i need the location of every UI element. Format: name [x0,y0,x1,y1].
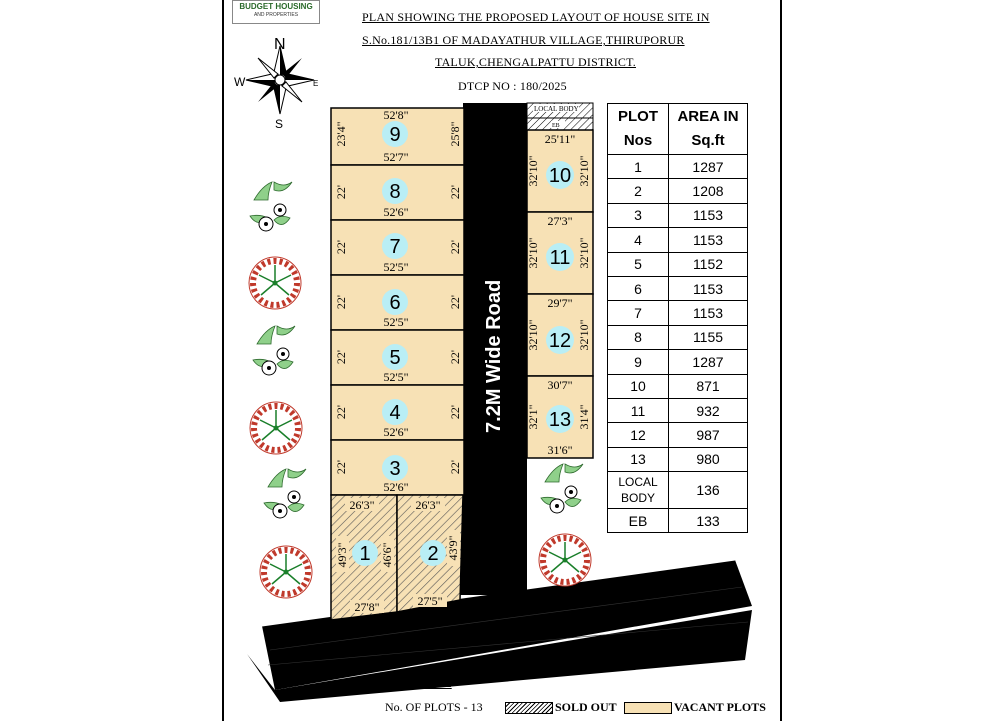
plot-number: 13 [548,409,572,431]
tree-icon [250,182,292,231]
tree-icon [249,257,301,309]
table-row: 1 1287 [608,155,748,179]
table-row: 11 932 [608,398,748,422]
eb-label: EB [552,123,560,129]
plot-number: 9 [389,124,401,146]
dim-label: 52'7" [383,150,409,164]
plan-title-line-2: S.No.181/13B1 OF MADAYATHUR VILLAGE,THIRUPORUR [362,33,685,47]
dim-label: 32'10" [526,155,540,187]
dim-label: 52'6" [383,205,409,219]
note-heading: NOTE [412,676,452,691]
dim-label: 22' [334,349,348,365]
company-logo: BUDGET HOUSING AND PROPERTIES [232,0,320,24]
dim-label: 32'10" [577,237,591,269]
dim-label: 22' [448,349,462,365]
tree-icon [264,469,306,518]
dim-label: 22' [448,184,462,200]
dim-label: 22' [448,239,462,255]
dim-label: 26'3" [349,498,375,512]
dim-label: 22' [334,404,348,420]
dim-label: 31'6" [547,443,573,457]
plan-title-line-1: PLAN SHOWING THE PROPOSED LAYOUT OF HOUSE SITE IN [362,10,710,24]
plan-title-line-3: TALUK,CHENGALPATTU DISTRICT. [435,55,636,69]
dim-label: 52'5" [383,260,409,274]
tree-icon [539,534,591,586]
plot-number: 1 [359,543,371,565]
plot-number: 7 [389,236,401,258]
tree-icon [253,326,295,375]
tree-icon [541,464,583,513]
area-table [607,103,748,533]
plot-number: 12 [548,330,572,352]
table-row: EB 133 [608,509,748,533]
dim-label: 32'10" [526,319,540,351]
plot-number: 2 [427,543,439,565]
dim-label: 52'8" [383,108,409,122]
dim-label: 25'8" [448,121,462,147]
dim-label: 23'4" [334,121,348,147]
table-row: 13 980 [608,447,748,471]
dim-label: 32'10" [577,319,591,351]
dim-label: 29'7" [547,296,573,310]
dim-label: 52'5" [383,370,409,384]
dim-label: 22' [334,294,348,310]
plot-number: 3 [389,458,401,480]
dim-label: 22' [334,239,348,255]
sold-out-label: SOLD OUT [555,700,617,714]
plot-number: 11 [549,247,571,269]
plots-count: No. OF PLOTS - 13 [385,700,483,714]
table-row: 7 1153 [608,301,748,325]
dim-label: 22' [448,404,462,420]
plot-number: 4 [389,402,401,424]
compass-e-label: E [313,79,319,88]
dim-label: 49'3" [335,542,349,568]
dim-label: 27'5" [417,594,443,608]
table-row: 9 1287 [608,350,748,374]
dim-label: 22' [448,459,462,475]
tree-icon [250,402,302,454]
dim-label: 32'10" [526,237,540,269]
table-row: 6 1153 [608,276,748,300]
table-row: 10 871 [608,374,748,398]
vacant-swatch [624,702,672,714]
north-arrow-icon [246,46,314,114]
tree-icon [260,546,312,598]
plot-number: 10 [548,165,572,187]
table-row: 12 987 [608,423,748,447]
dim-label: 52'6" [383,480,409,494]
table-header-area: AREA IN Sq.ft [669,104,748,155]
table-row: 4 1153 [608,228,748,252]
dim-label: 27'8" [354,600,380,614]
dim-label: 22' [448,294,462,310]
vacant-label: VACANT PLOTS [674,700,766,714]
dim-label: 52'6" [383,425,409,439]
dim-label: 26'3" [415,498,441,512]
dim-label: 27'3" [547,214,573,228]
compass-s-label: S [275,117,284,131]
dim-label: 31'4" [577,404,591,430]
dim-label: 22' [334,459,348,475]
dim-label: 43'9" [446,535,460,561]
dim-label: 46'6" [380,542,394,568]
road-label: 7.2M Wide Road [483,279,505,433]
dim-label: 32'1" [526,404,540,430]
compass-n-label: N [274,36,286,53]
local-body-label: LOCAL BODY [534,105,579,113]
dtcp-number: DTCP NO : 180/2025 [458,79,567,93]
plot-number: 6 [389,292,401,314]
table-row: 3 1153 [608,203,748,227]
sold-out-swatch [505,702,553,714]
compass-w-label: W [234,75,246,89]
dim-label: 32'10" [577,155,591,187]
dim-label: 52'5" [383,315,409,329]
table-header-plot: PLOT Nos [608,104,669,155]
dim-label: 30'7" [547,378,573,392]
table-row: LOCAL BODY 136 [608,472,748,509]
dim-label: 25'11" [544,132,576,146]
plot-number: 5 [389,347,401,369]
plot-number: 8 [389,181,401,203]
table-row: 8 1155 [608,325,748,349]
dim-label: 22' [334,184,348,200]
table-row: 5 1152 [608,252,748,276]
table-row: 2 1208 [608,179,748,203]
